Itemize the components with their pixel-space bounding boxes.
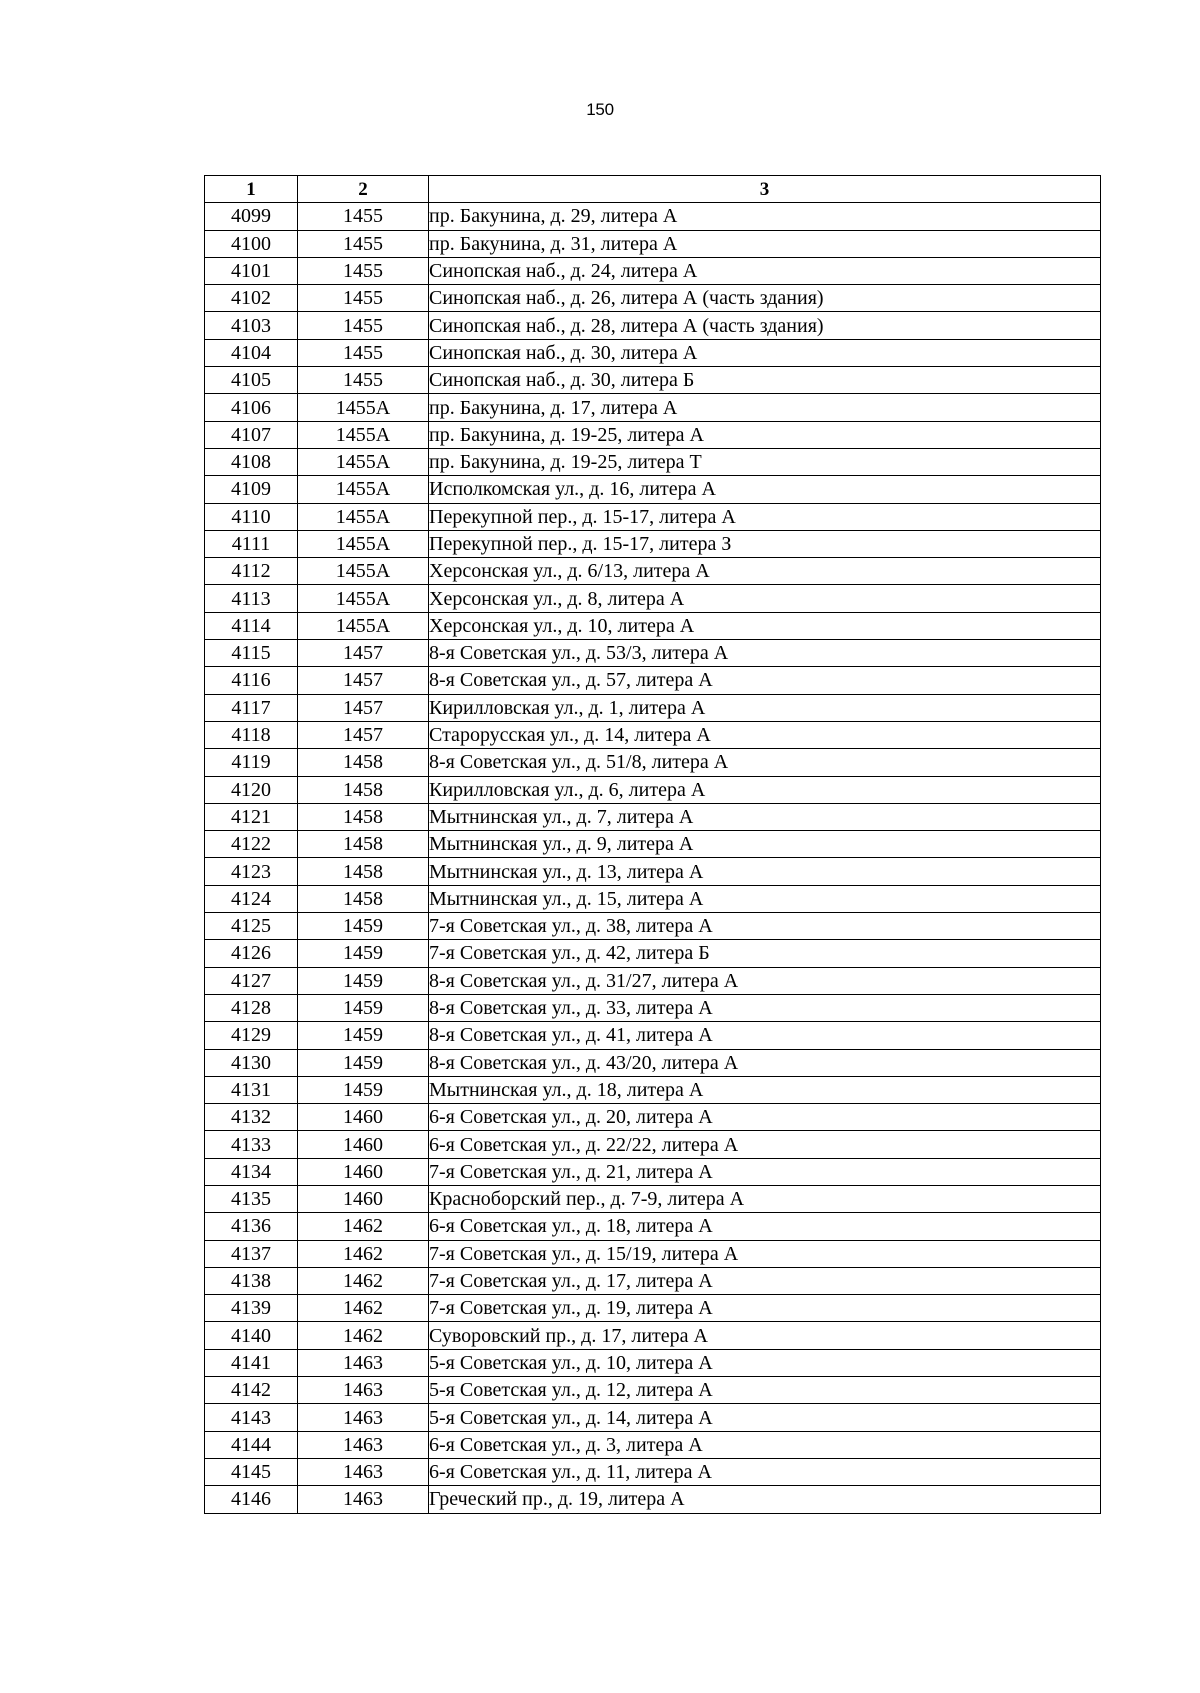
address-cell: 7-я Советская ул., д. 38, литера А — [429, 913, 1101, 940]
group-code-cell: 1458 — [298, 803, 429, 830]
row-number-cell: 4100 — [205, 230, 298, 257]
table-row — [205, 1295, 1101, 1322]
address-cell: Мытнинская ул., д. 9, литера А — [429, 831, 1101, 858]
address-cell: Мытнинская ул., д. 15, литера А — [429, 885, 1101, 912]
row-number-cell: 4129 — [205, 1022, 298, 1049]
group-code-cell: 1455 — [298, 367, 429, 394]
table-row — [205, 913, 1101, 940]
table-row — [205, 1131, 1101, 1158]
table-row — [205, 503, 1101, 530]
group-code-cell: 1455 — [298, 203, 429, 230]
group-code-cell: 1458 — [298, 776, 429, 803]
table-row — [205, 858, 1101, 885]
table-row — [205, 749, 1101, 776]
table-row — [205, 694, 1101, 721]
row-number-cell: 4102 — [205, 285, 298, 312]
group-code-cell: 1458 — [298, 749, 429, 776]
table-row — [205, 1185, 1101, 1212]
row-number-cell: 4144 — [205, 1431, 298, 1458]
row-number-cell: 4145 — [205, 1458, 298, 1485]
row-number-cell: 4112 — [205, 558, 298, 585]
table-row — [205, 312, 1101, 339]
table-row — [205, 585, 1101, 612]
address-cell: 6-я Советская ул., д. 22/22, литера А — [429, 1131, 1101, 1158]
table-row — [205, 1240, 1101, 1267]
address-cell: Синопская наб., д. 30, литера Б — [429, 367, 1101, 394]
page-number: 150 — [586, 100, 614, 119]
address-cell: Синопская наб., д. 30, литера А — [429, 339, 1101, 366]
table-row — [205, 1022, 1101, 1049]
group-code-cell: 1455А — [298, 476, 429, 503]
row-number-cell: 4105 — [205, 367, 298, 394]
group-code-cell: 1459 — [298, 940, 429, 967]
table-row — [205, 940, 1101, 967]
row-number-cell: 4133 — [205, 1131, 298, 1158]
table-row — [205, 667, 1101, 694]
table-row — [205, 967, 1101, 994]
row-number-cell: 4104 — [205, 339, 298, 366]
group-code-cell: 1455 — [298, 312, 429, 339]
group-code-cell: 1463 — [298, 1486, 429, 1513]
table-row — [205, 803, 1101, 830]
address-cell: Херсонская ул., д. 6/13, литера А — [429, 558, 1101, 585]
row-number-cell: 4121 — [205, 803, 298, 830]
table-row — [205, 612, 1101, 639]
group-code-cell: 1459 — [298, 1076, 429, 1103]
group-code-cell: 1460 — [298, 1185, 429, 1212]
group-code-cell: 1455 — [298, 285, 429, 312]
column-header-1: 1 — [205, 176, 298, 203]
address-cell: пр. Бакунина, д. 19-25, литера Т — [429, 448, 1101, 475]
table-body — [205, 203, 1101, 1513]
group-code-cell: 1455А — [298, 530, 429, 557]
group-code-cell: 1457 — [298, 667, 429, 694]
address-cell: 6-я Советская ул., д. 20, литера А — [429, 1104, 1101, 1131]
row-number-cell: 4109 — [205, 476, 298, 503]
address-cell: пр. Бакунина, д. 29, литера А — [429, 203, 1101, 230]
address-cell: 8-я Советская ул., д. 53/3, литера А — [429, 640, 1101, 667]
row-number-cell: 4110 — [205, 503, 298, 530]
row-number-cell: 4111 — [205, 530, 298, 557]
table-row — [205, 230, 1101, 257]
row-number-cell: 4117 — [205, 694, 298, 721]
address-cell: 8-я Советская ул., д. 43/20, литера А — [429, 1049, 1101, 1076]
row-number-cell: 4131 — [205, 1076, 298, 1103]
row-number-cell: 4103 — [205, 312, 298, 339]
group-code-cell: 1463 — [298, 1349, 429, 1376]
group-code-cell: 1462 — [298, 1322, 429, 1349]
row-number-cell: 4119 — [205, 749, 298, 776]
address-cell: пр. Бакунина, д. 17, литера А — [429, 394, 1101, 421]
group-code-cell: 1460 — [298, 1131, 429, 1158]
group-code-cell: 1455А — [298, 585, 429, 612]
address-cell: Синопская наб., д. 28, литера А (часть здания) — [429, 312, 1101, 339]
address-cell: пр. Бакунина, д. 31, литера А — [429, 230, 1101, 257]
table-row — [205, 558, 1101, 585]
table-header-row — [205, 176, 1101, 203]
address-cell: Исполкомская ул., д. 16, литера А — [429, 476, 1101, 503]
row-number-cell: 4143 — [205, 1404, 298, 1431]
group-code-cell: 1455А — [298, 558, 429, 585]
address-cell: Старорусская ул., д. 14, литера А — [429, 721, 1101, 748]
row-number-cell: 4099 — [205, 203, 298, 230]
table-row — [205, 1404, 1101, 1431]
address-cell: 6-я Советская ул., д. 3, литера А — [429, 1431, 1101, 1458]
group-code-cell: 1455А — [298, 612, 429, 639]
address-cell: 7-я Советская ул., д. 15/19, литера А — [429, 1240, 1101, 1267]
table-row — [205, 530, 1101, 557]
table-row — [205, 394, 1101, 421]
row-number-cell: 4108 — [205, 448, 298, 475]
group-code-cell: 1459 — [298, 1049, 429, 1076]
column-header-2: 2 — [298, 176, 429, 203]
table-row — [205, 885, 1101, 912]
row-number-cell: 4142 — [205, 1377, 298, 1404]
group-code-cell: 1460 — [298, 1104, 429, 1131]
group-code-cell: 1457 — [298, 640, 429, 667]
address-cell: Синопская наб., д. 26, литера А (часть здания) — [429, 285, 1101, 312]
address-cell: 5-я Советская ул., д. 14, литера А — [429, 1404, 1101, 1431]
group-code-cell: 1462 — [298, 1240, 429, 1267]
address-cell: 8-я Советская ул., д. 33, литера А — [429, 994, 1101, 1021]
address-cell: Херсонская ул., д. 10, литера А — [429, 612, 1101, 639]
address-cell: Мытнинская ул., д. 13, литера А — [429, 858, 1101, 885]
column-header-3: 3 — [429, 176, 1101, 203]
table-row — [205, 1431, 1101, 1458]
address-cell: 5-я Советская ул., д. 12, литера А — [429, 1377, 1101, 1404]
address-cell: Кирилловская ул., д. 6, литера А — [429, 776, 1101, 803]
address-cell: Херсонская ул., д. 8, литера А — [429, 585, 1101, 612]
row-number-cell: 4107 — [205, 421, 298, 448]
group-code-cell: 1455 — [298, 339, 429, 366]
address-cell: 7-я Советская ул., д. 17, литера А — [429, 1267, 1101, 1294]
row-number-cell: 4123 — [205, 858, 298, 885]
row-number-cell: 4130 — [205, 1049, 298, 1076]
address-cell: Мытнинская ул., д. 7, литера А — [429, 803, 1101, 830]
group-code-cell: 1455 — [298, 230, 429, 257]
address-cell: Греческий пр., д. 19, литера А — [429, 1486, 1101, 1513]
table-row — [205, 285, 1101, 312]
row-number-cell: 4139 — [205, 1295, 298, 1322]
table-row — [205, 1349, 1101, 1376]
group-code-cell: 1457 — [298, 694, 429, 721]
table-row — [205, 721, 1101, 748]
address-cell: 6-я Советская ул., д. 11, литера А — [429, 1458, 1101, 1485]
row-number-cell: 4140 — [205, 1322, 298, 1349]
row-number-cell: 4106 — [205, 394, 298, 421]
row-number-cell: 4115 — [205, 640, 298, 667]
row-number-cell: 4116 — [205, 667, 298, 694]
group-code-cell: 1462 — [298, 1295, 429, 1322]
table-row — [205, 1486, 1101, 1513]
group-code-cell: 1455А — [298, 448, 429, 475]
table-row — [205, 1458, 1101, 1485]
group-code-cell: 1463 — [298, 1458, 429, 1485]
group-code-cell: 1458 — [298, 858, 429, 885]
table-row — [205, 203, 1101, 230]
address-cell: 8-я Советская ул., д. 57, литера А — [429, 667, 1101, 694]
row-number-cell: 4132 — [205, 1104, 298, 1131]
table-row — [205, 1322, 1101, 1349]
table-row — [205, 339, 1101, 366]
group-code-cell: 1462 — [298, 1267, 429, 1294]
group-code-cell: 1457 — [298, 721, 429, 748]
address-cell: пр. Бакунина, д. 19-25, литера А — [429, 421, 1101, 448]
address-cell: Перекупной пер., д. 15-17, литера А — [429, 503, 1101, 530]
row-number-cell: 4138 — [205, 1267, 298, 1294]
row-number-cell: 4114 — [205, 612, 298, 639]
table-row — [205, 776, 1101, 803]
table-row — [205, 257, 1101, 284]
group-code-cell: 1462 — [298, 1213, 429, 1240]
row-number-cell: 4134 — [205, 1158, 298, 1185]
group-code-cell: 1455А — [298, 394, 429, 421]
table-row — [205, 1104, 1101, 1131]
address-cell: 6-я Советская ул., д. 18, литера А — [429, 1213, 1101, 1240]
table-row — [205, 1158, 1101, 1185]
row-number-cell: 4135 — [205, 1185, 298, 1212]
address-cell: 8-я Советская ул., д. 41, литера А — [429, 1022, 1101, 1049]
group-code-cell: 1460 — [298, 1158, 429, 1185]
table-row — [205, 421, 1101, 448]
row-number-cell: 4128 — [205, 994, 298, 1021]
group-code-cell: 1455А — [298, 503, 429, 530]
table-row — [205, 476, 1101, 503]
group-code-cell: 1459 — [298, 967, 429, 994]
address-cell: Суворовский пр., д. 17, литера А — [429, 1322, 1101, 1349]
address-cell: 7-я Советская ул., д. 42, литера Б — [429, 940, 1101, 967]
table-row — [205, 1049, 1101, 1076]
table-row — [205, 448, 1101, 475]
address-registry-table — [204, 175, 1101, 1514]
group-code-cell: 1458 — [298, 885, 429, 912]
table-row — [205, 367, 1101, 394]
group-code-cell: 1463 — [298, 1377, 429, 1404]
group-code-cell: 1459 — [298, 994, 429, 1021]
table-row — [205, 831, 1101, 858]
group-code-cell: 1463 — [298, 1431, 429, 1458]
row-number-cell: 4113 — [205, 585, 298, 612]
row-number-cell: 4125 — [205, 913, 298, 940]
table-row — [205, 1213, 1101, 1240]
group-code-cell: 1458 — [298, 831, 429, 858]
group-code-cell: 1455 — [298, 257, 429, 284]
row-number-cell: 4122 — [205, 831, 298, 858]
address-cell: 8-я Советская ул., д. 31/27, литера А — [429, 967, 1101, 994]
row-number-cell: 4118 — [205, 721, 298, 748]
address-cell: 7-я Советская ул., д. 19, литера А — [429, 1295, 1101, 1322]
table-row — [205, 1267, 1101, 1294]
table-row — [205, 1076, 1101, 1103]
table-row — [205, 1377, 1101, 1404]
address-cell: Кирилловская ул., д. 1, литера А — [429, 694, 1101, 721]
group-code-cell: 1463 — [298, 1404, 429, 1431]
address-cell: 5-я Советская ул., д. 10, литера А — [429, 1349, 1101, 1376]
address-cell: Мытнинская ул., д. 18, литера А — [429, 1076, 1101, 1103]
address-cell: Красноборский пер., д. 7-9, литера А — [429, 1185, 1101, 1212]
row-number-cell: 4127 — [205, 967, 298, 994]
address-cell: Перекупной пер., д. 15-17, литера З — [429, 530, 1101, 557]
row-number-cell: 4124 — [205, 885, 298, 912]
row-number-cell: 4120 — [205, 776, 298, 803]
row-number-cell: 4137 — [205, 1240, 298, 1267]
address-cell: 7-я Советская ул., д. 21, литера А — [429, 1158, 1101, 1185]
group-code-cell: 1459 — [298, 913, 429, 940]
row-number-cell: 4141 — [205, 1349, 298, 1376]
row-number-cell: 4136 — [205, 1213, 298, 1240]
address-cell: 8-я Советская ул., д. 51/8, литера А — [429, 749, 1101, 776]
group-code-cell: 1455А — [298, 421, 429, 448]
row-number-cell: 4101 — [205, 257, 298, 284]
row-number-cell: 4146 — [205, 1486, 298, 1513]
address-cell: Синопская наб., д. 24, литера А — [429, 257, 1101, 284]
table-row — [205, 640, 1101, 667]
row-number-cell: 4126 — [205, 940, 298, 967]
group-code-cell: 1459 — [298, 1022, 429, 1049]
table-row — [205, 994, 1101, 1021]
